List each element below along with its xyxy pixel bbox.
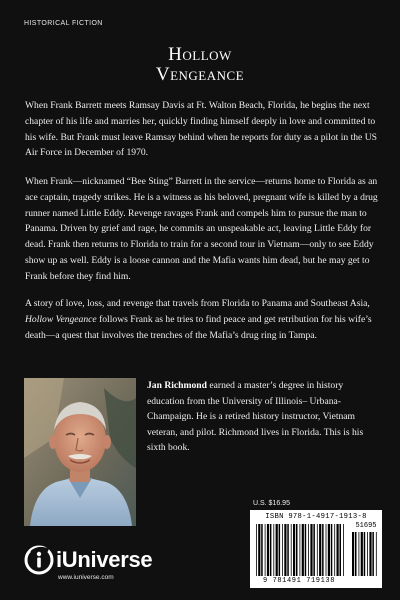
title-line-2: Vengeance xyxy=(155,64,245,85)
author-name: Jan Richmond xyxy=(147,380,207,391)
barcode-bar xyxy=(258,524,260,576)
barcode-bar xyxy=(343,524,344,576)
barcode-bar xyxy=(359,532,360,576)
barcode-bar xyxy=(328,524,330,576)
author-photo xyxy=(24,378,136,526)
paragraph-3-lead: A story of love, loss, and revenge that travels from Florida to Panama and Southeast Asia, xyxy=(25,298,370,309)
barcode-bar xyxy=(256,524,257,576)
publisher-url: www.iuniverse.com xyxy=(58,574,114,581)
barcode-bar xyxy=(296,524,298,576)
isbn-barcode xyxy=(250,510,382,588)
barcode-bar xyxy=(300,524,301,576)
barcode-bar xyxy=(276,524,278,576)
synopsis-paragraph-3 xyxy=(25,296,379,343)
barcode-bar xyxy=(284,524,286,576)
barcode-bar xyxy=(337,524,339,576)
barcode-bar xyxy=(302,524,304,576)
barcode-bar xyxy=(331,524,333,576)
barcode-bar xyxy=(334,524,335,576)
barcode-bar xyxy=(291,524,292,576)
barcode-bar xyxy=(352,532,354,576)
barcode-bar xyxy=(305,524,307,576)
book-title-italic: Hollow Vengeance xyxy=(25,313,97,325)
barcode-bar xyxy=(282,524,283,576)
barcode-bar xyxy=(261,524,263,576)
barcode-bar xyxy=(310,524,312,576)
barcode-bar xyxy=(267,524,269,576)
ean-digits: 9 781491 719138 xyxy=(262,577,335,585)
synopsis-paragraph-2: When Frank—nicknamed “Bee Sting” Barrett in the service—returns home to Florida as an ace captain, tragedy strikes. He is a witness as his beloved, pregnant wife is killed by a drug runner named Little Eddy. Revenge ravages Frank and compels him to pursue the man to Panama. Driven by grief and rage, he commits an unspeakable act, leaving Little Eddy for dead. Frank then returns to Florida to train for a second tour in Vietnam—only to see Eddy show up as well. Eddy is a loose cannon and the Mafia wants him dead, but he may get to Frank before they find him. xyxy=(25,176,378,282)
barcode-bar xyxy=(369,532,371,576)
barcode-bar xyxy=(287,524,289,576)
iuniverse-logo-icon xyxy=(24,545,54,575)
barcode-bar xyxy=(361,532,363,576)
title-line-1: Hollow xyxy=(168,44,232,65)
barcode-bar xyxy=(367,532,368,576)
publisher-logo xyxy=(24,543,164,589)
synopsis-paragraph-1: When Frank Barrett meets Ramsay Davis at Ft. Walton Beach, Florida, he begins the next chapter of his life and marries her, quickly finding himself deeply in love and committed to his wife. But Frank must leave Ramsay behind when he reports for duty as a pilot in the US Air Force in December of 1970. xyxy=(25,100,377,159)
barcode-bar xyxy=(319,524,321,576)
barcode-bar xyxy=(279,524,281,576)
price-label: U.S. $16.95 xyxy=(253,500,290,507)
genre-label: HISTORICAL FICTION xyxy=(24,20,103,27)
barcode-bar xyxy=(317,524,318,576)
publisher-name: iUniverse xyxy=(56,547,153,572)
barcode-bar xyxy=(313,524,315,576)
barcode-bar xyxy=(293,524,295,576)
barcode-bar xyxy=(308,524,309,576)
barcode-bar xyxy=(273,524,274,576)
barcode-bar xyxy=(270,524,272,576)
barcode-bar xyxy=(364,532,366,576)
barcode-bar xyxy=(355,532,357,576)
author-bio xyxy=(147,378,379,456)
addon-digits: 51695 xyxy=(355,522,377,530)
barcode-bar xyxy=(265,524,266,576)
barcode-bar xyxy=(322,524,324,576)
barcode-bar xyxy=(326,524,327,576)
barcode-bar xyxy=(376,532,377,576)
barcode-bar xyxy=(372,532,374,576)
isbn-number: ISBN 978-1-4917-1913-8 xyxy=(265,513,367,521)
paragraph-3-tail: follows Frank as he tries to find peace and get retribution for his wife’s death—a quest that involves the trenches of the Mafia’s drug ring in Tampa. xyxy=(25,313,372,341)
barcode-bar xyxy=(340,524,342,576)
author-bio-text: earned a master’s degree in history education from the University of Illinois– Urbana-Champaign. He is a retired history instructor, Vietnam veteran, and pilot. Richmond lives in Florida. This is his sixth book. xyxy=(147,380,364,454)
